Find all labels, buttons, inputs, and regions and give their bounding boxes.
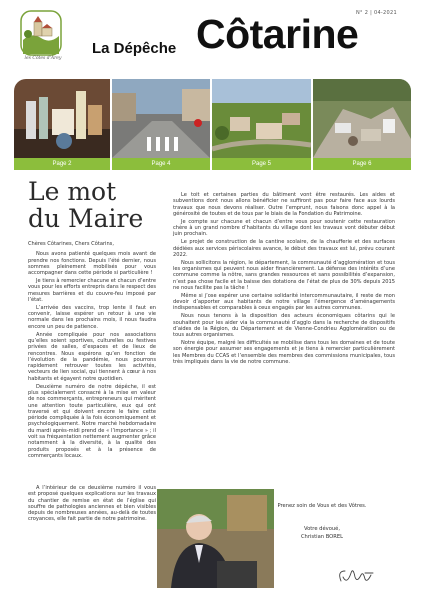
paragraph: Le projet de construction de la cantine scolaire, de la chaufferie et des surfaces dédiées aux services périscolaires avance, le début des travaux est lui, prévu courant 2022. xyxy=(173,239,395,258)
greeting: Chères Côtarines, Chers Côtarins, xyxy=(28,241,114,247)
photo-waste-dump xyxy=(313,79,411,158)
headline-line-2: du Maire xyxy=(28,204,144,233)
paragraph: Le toit et certaines parties du bâtiment vont être restaurés. Les aides et subventions dont nous allons bénéficier ne suffiront pas pour faire face aux lourds travaux que nous devons réaliser. Outre l’emprunt, nous faisons donc appel à la générosité de toutes et de tous par le biais de la Fondation du Patrimoine. xyxy=(173,192,395,217)
paragraph: Nous nous tenons à la disposition des acteurs économiques côtarins qui le souhaitent pour les aider via la communauté d’agglo dans la recherche de dispositifs d’aides de la Région, du Département et de Vienne-Condrieu Agglomération ou de tous autres organismes. xyxy=(173,313,395,339)
page-4-label[interactable]: Page 4 xyxy=(112,158,210,170)
handwritten-signature xyxy=(335,563,379,591)
headline xyxy=(28,178,143,232)
page-2-label[interactable]: Page 2 xyxy=(14,158,110,170)
letter-left-column xyxy=(28,241,156,461)
paragraph: Même si j’ose espérer une certaine solidarité intercommunautaire, il reste de mon devoir d’apporter aux habitants de notre village l’émergence d’aménagements indispensables et comparables à ceux engagés par les autres communes. xyxy=(173,292,395,312)
letter-bottom-column xyxy=(28,485,156,524)
mayor-name: Christian BOREL xyxy=(300,534,344,540)
photo-bottles-books xyxy=(14,79,110,158)
paragraph: Notre équipe, malgré les difficultés se mobilise dans tous les domaines et de toute son énergie pour assumer ses engagements et je tiens à remercier particulièrement les Membres du CCAS et l’ensemble des membres des commissions municipales, tous très impliqués dans la vie de notre commune. xyxy=(173,340,395,365)
paragraph: L’arrivée des vaccins, trop lente il faut en convenir, laisse espérer un retour à une vie normale dans les prochains mois, il nous faudra encore un peu de patience. xyxy=(28,304,156,330)
photo-road-crossing xyxy=(112,79,210,158)
page-5-label[interactable]: Page 5 xyxy=(212,158,311,170)
page-6-label[interactable]: Page 6 xyxy=(313,158,411,170)
paragraph: Deuxième numéro de notre dépêche, il est plus spécialement consacré à la mise en valeur de nos commerçants, entrepreneurs qui méritent une attention toute particulière, eux qui ont traversé et qui doivent encore le faire cette période compliquée à la fois économiquement et psychologiquement. Notre marché hebdomadaire du mardi après-midi prend de « l’importance » ; il voit sa fréquentation nettement augmenter grâce notamment à la diversité, à la qualité des produits proposés et à la présence de commerçants locaux. xyxy=(28,383,156,459)
headline-line-1: Le mot xyxy=(28,177,117,206)
closing-line: Prenez soin de Vous et des Vôtres. xyxy=(277,503,367,509)
issue-number: N° 2 | 04-2021 xyxy=(356,10,397,16)
village-logo xyxy=(20,10,62,60)
paragraph: A l’intérieur de ce deuxième numéro il vous est proposé quelques explications sur les travaux du chantier de remise en état de l’église qui souffre de pathologies anciennes et bien visibles depuis de nombreuses années, au-delà de toutes croyances, elle fait partie de notre patrimoine. xyxy=(28,485,156,523)
paragraph: Je tiens à remercier chacune et chacun d’entre vous pour les efforts entrepris dans le respect des mesures barrières et du couvre-feu imposé par l’état. xyxy=(28,278,156,303)
paragraph: Année compliquée pour nos associations qu’elles soient sportives, culturelles ou festives privées de salles, d’espaces et de lieux de rencontres. Nous espérons qu’en fonction de l’évolution de la pandémie, nous pourrons rapidement retrouver toutes les activités, vecteurs de lien social, qui tiennent à cœur à nos habitants et égayent notre quotidien. xyxy=(28,331,156,382)
paragraph: Je compte sur chacune et chacun d’entre vous pour soutenir cette restauration chère à un grand nombre d’habitants du village dont les travaux vont débuter début juin prochain. xyxy=(173,218,395,238)
photo-village-aerial xyxy=(212,79,311,158)
title-la-depeche: La Dépêche xyxy=(92,40,177,57)
paragraph: Nous sollicitons la région, le département, la communauté d’agglomération et tous les organismes qui peuvent nous aider financièrement. La défense des intérêts d’une commune comme la nôtre, sans grandes ressources et sans possibilités d’expansion, n’est pas chose facile et la baisse des dotations de l’état de plus de 30% depuis 2015 ne nous facilite pas la tâche ! xyxy=(173,259,395,291)
paragraph: Nous avons patienté quelques mois avant de prendre nos fonctions. Depuis l’été dernier, nous sommes pleinement mobilisés pour vous accompagner dans cette période si particulière ! xyxy=(28,251,156,277)
logo-caption: les Côtes d'Arey xyxy=(24,56,62,61)
sign-off: Votre dévoué, xyxy=(303,526,341,532)
mayor-photo xyxy=(157,489,274,588)
letter-right-column xyxy=(173,192,395,367)
title-cotarine: Côtarine xyxy=(196,11,359,57)
